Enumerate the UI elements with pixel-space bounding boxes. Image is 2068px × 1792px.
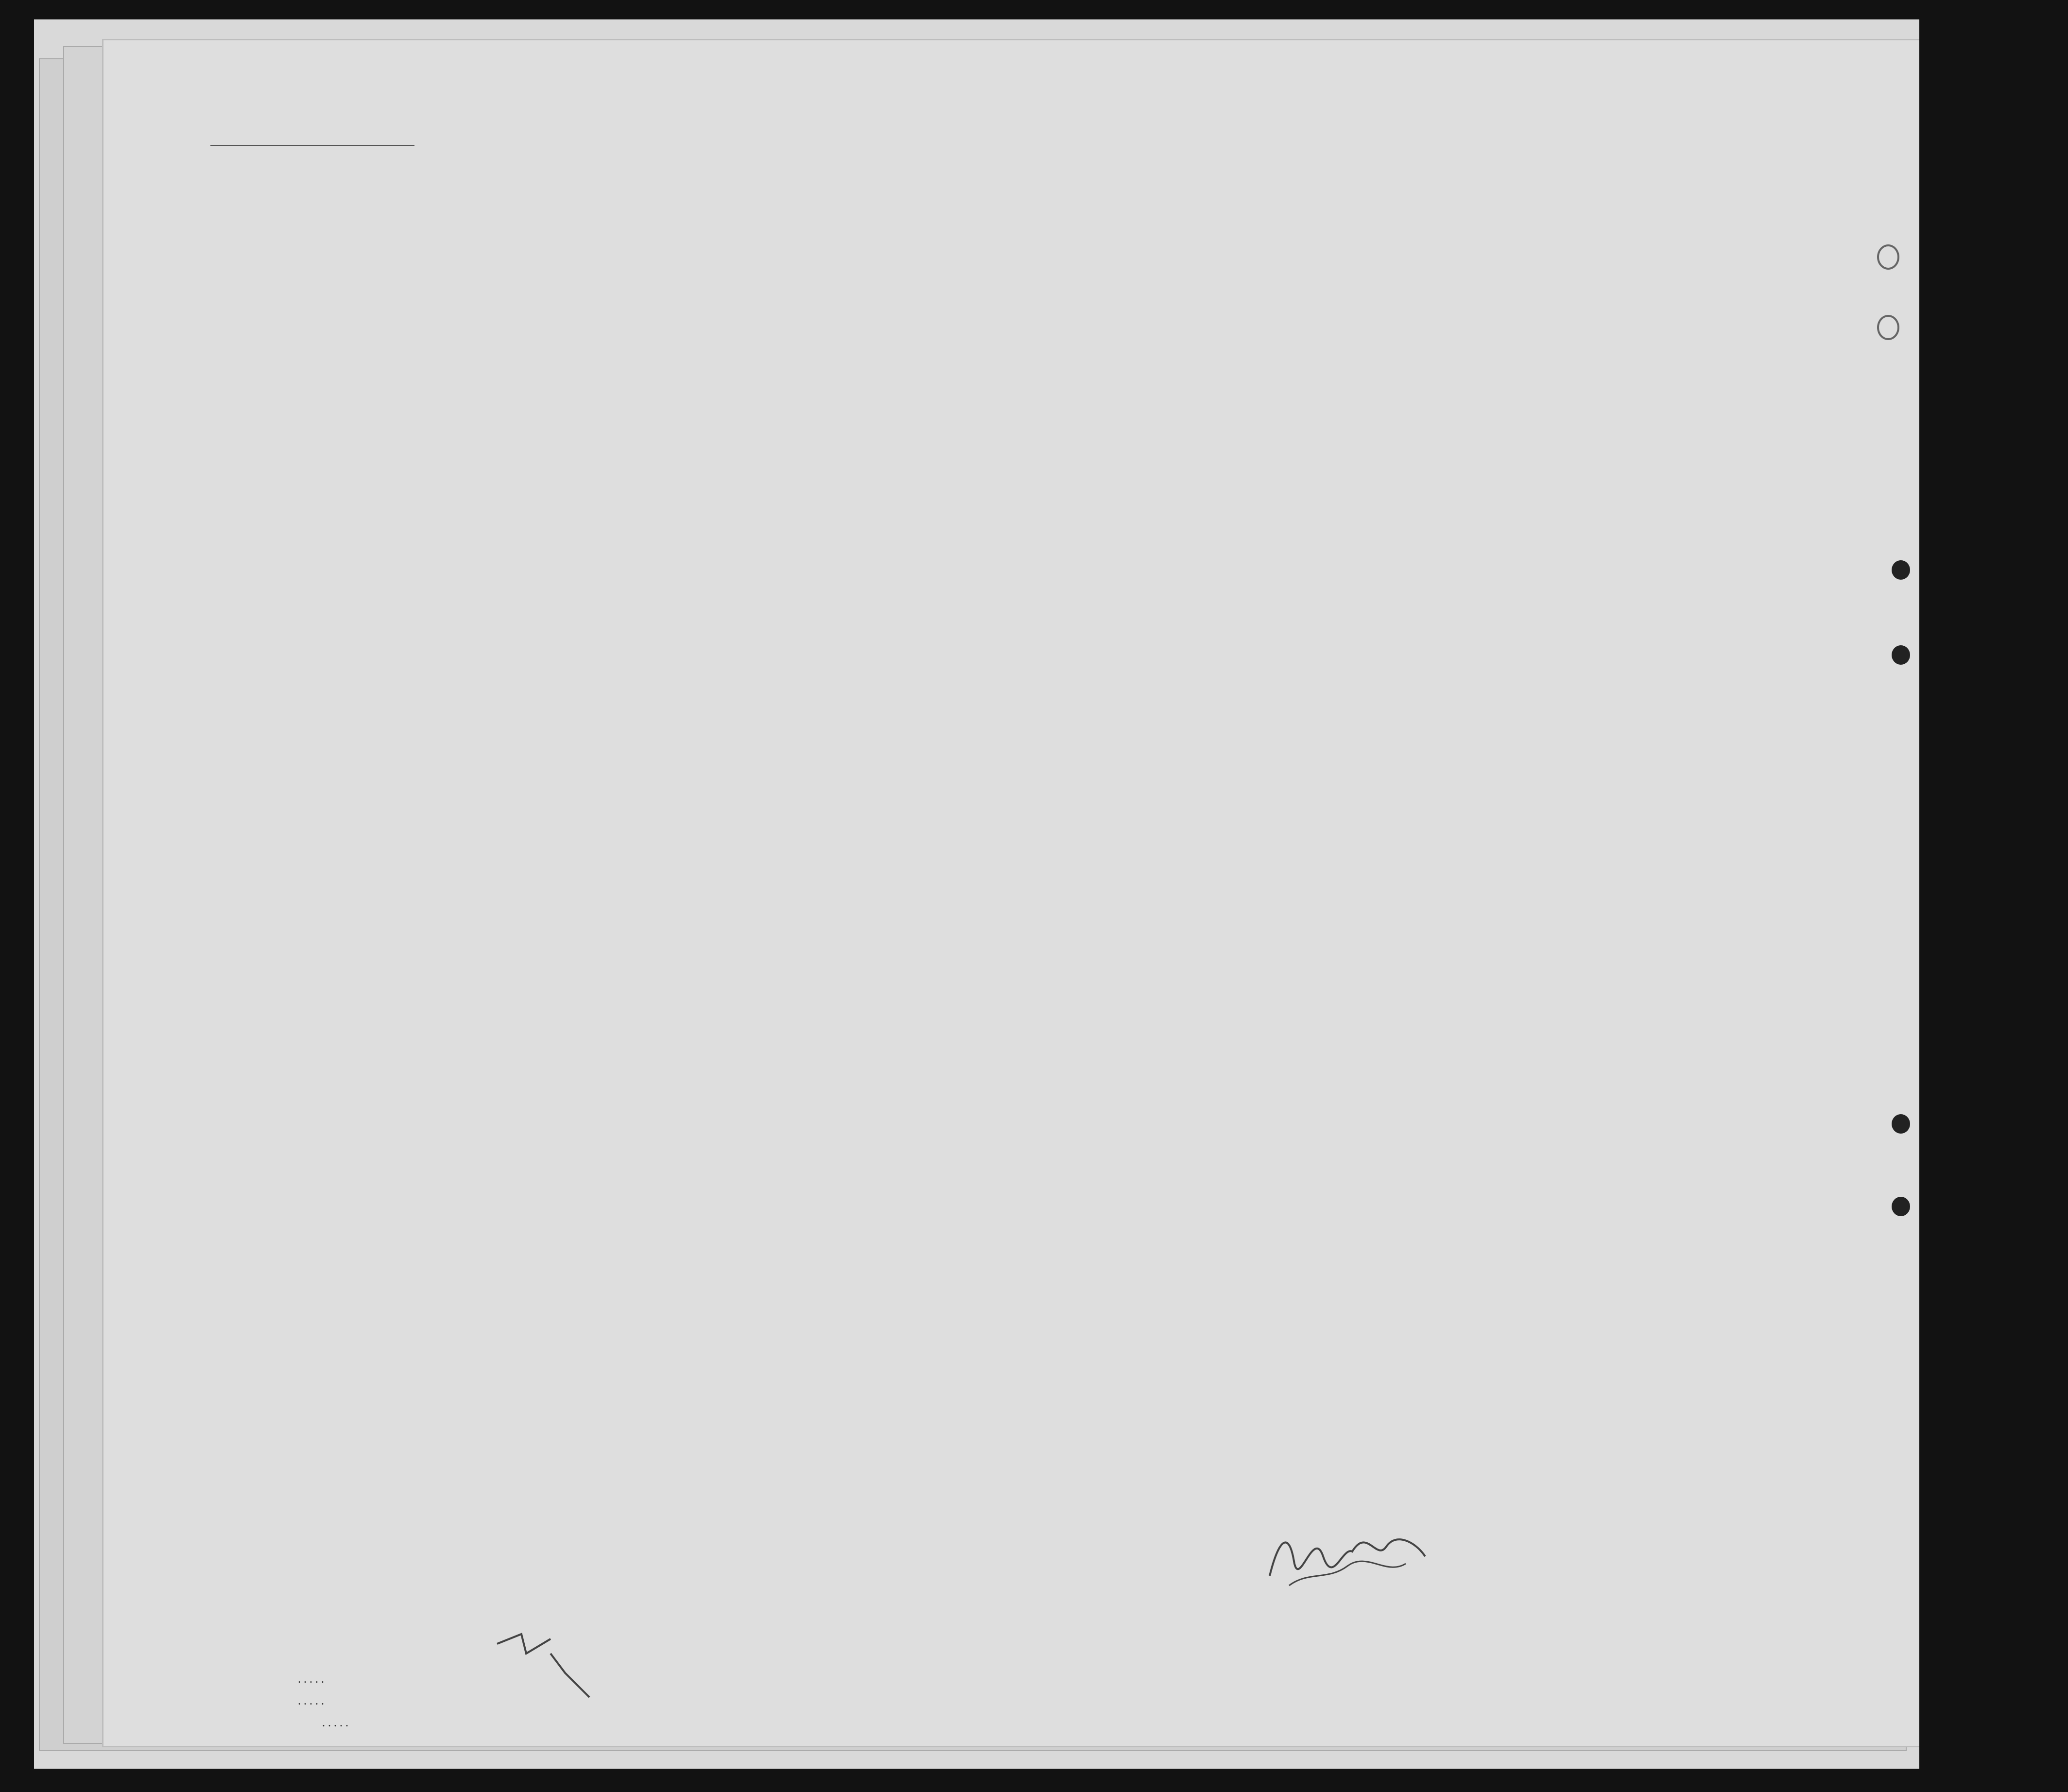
punch-hole: [1892, 560, 1910, 580]
footer-total-passengers: . . . . .: [298, 1673, 324, 1686]
header-married: [657, 322, 687, 429]
document-scan: [34, 19, 1919, 1769]
margin-mark: [1877, 315, 1899, 340]
voyage-line: [541, 220, 925, 256]
footer-aliens: . . . . .: [322, 1717, 348, 1729]
margin-mark: [1877, 244, 1899, 270]
list-underline: [210, 145, 414, 146]
punch-hole: [1892, 1197, 1910, 1216]
punch-hole: [1892, 645, 1910, 665]
punch-hole: [1892, 1114, 1910, 1134]
inspector-signature: [1260, 1517, 1435, 1595]
footer-us-citizens: . . . . .: [298, 1695, 324, 1707]
total-mark: [492, 1624, 599, 1702]
manifest-sheet: [102, 39, 1919, 1747]
